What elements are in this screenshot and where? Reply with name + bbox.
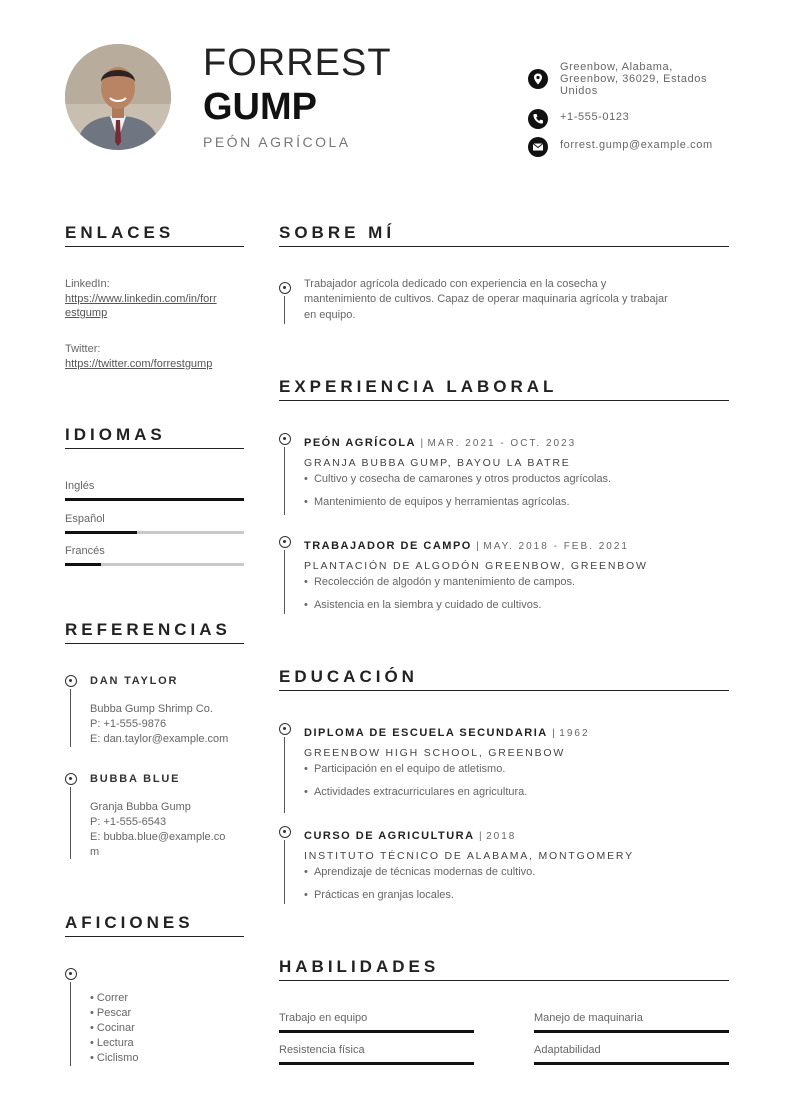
last-name: GUMP <box>203 86 317 128</box>
job-heading <box>304 433 576 451</box>
timeline-dot <box>65 773 77 785</box>
reference-phone: P: +1-555-9876 <box>90 718 167 730</box>
skills-divider <box>279 980 729 981</box>
timeline-dot <box>65 968 77 980</box>
address-line-1: Greenbow, Alabama, <box>560 61 673 73</box>
job-bullet: • Mantenimiento de equipos y herramientas agrícolas. <box>304 496 570 508</box>
reference-email: E: dan.taylor@example.com <box>90 733 229 745</box>
education-bullet: • Actividades extracurriculares en agricultura. <box>304 786 528 798</box>
address-line-3: Unidos <box>560 85 598 97</box>
references-heading: REFERENCIAS <box>65 620 231 639</box>
job-title: TRABAJADOR DE CAMPO <box>304 540 472 552</box>
degree-title: CURSO DE AGRICULTURA <box>304 830 475 842</box>
reference-name: BUBBA BLUE <box>90 773 181 785</box>
timeline-dot <box>279 433 291 445</box>
timeline-line <box>284 737 285 813</box>
timeline-line <box>70 982 71 1066</box>
job-company: GRANJA BUBBA GUMP, BAYOU LA BATRE <box>304 457 571 469</box>
job-date: MAY. 2018 - FEB. 2021 <box>483 541 629 552</box>
education-heading-row <box>304 826 516 844</box>
first-name: FORREST <box>203 42 392 84</box>
about-text-line: mantenimiento de cultivos. Capaz de operar maquinaria agrícola y trabajar <box>304 293 668 305</box>
education-bullet: • Aprendizaje de técnicas modernas de cultivo. <box>304 866 536 878</box>
degree-title: DIPLOMA DE ESCUELA SECUNDARIA <box>304 727 548 739</box>
language-name: Inglés <box>65 480 95 492</box>
hobby-item: • Ciclismo <box>90 1052 139 1064</box>
timeline-line <box>284 550 285 614</box>
email-icon <box>528 137 548 157</box>
skill-level-bar <box>534 1062 729 1065</box>
links-divider <box>65 246 244 247</box>
reference-email: E: bubba.blue@example.co <box>90 831 226 843</box>
job-role: PEÓN AGRÍCOLA <box>203 134 351 150</box>
skill-name: Manejo de maquinaria <box>534 1012 643 1024</box>
skill-name: Trabajo en equipo <box>279 1012 368 1024</box>
hobbies-divider <box>65 936 244 937</box>
degree-date: 1962 <box>559 728 590 739</box>
about-divider <box>279 246 729 247</box>
school-name: GREENBOW HIGH SCHOOL, GREENBOW <box>304 747 566 759</box>
timeline-line <box>284 447 285 515</box>
linkedin-link-cont[interactable]: estgump <box>65 307 108 319</box>
languages-heading: IDIOMAS <box>65 425 166 444</box>
timeline-line <box>70 787 71 859</box>
language-name: Francés <box>65 545 105 557</box>
education-bullet: • Prácticas en granjas locales. <box>304 889 454 901</box>
skill-level-bar <box>279 1030 474 1033</box>
degree-separator: | <box>479 831 482 842</box>
hobby-item: • Correr <box>90 992 129 1004</box>
job-separator: | <box>476 541 479 552</box>
hobby-item: • Pescar <box>90 1007 132 1019</box>
email-address: forrest.gump@example.com <box>560 139 713 151</box>
reference-email-cont: m <box>90 846 100 858</box>
timeline-dot <box>279 282 291 294</box>
timeline-line <box>284 840 285 904</box>
degree-separator: | <box>552 728 555 739</box>
about-text-line: en equipo. <box>304 309 356 321</box>
skill-name: Adaptabilidad <box>534 1044 601 1056</box>
timeline-dot <box>279 826 291 838</box>
skill-name: Resistencia física <box>279 1044 365 1056</box>
hobby-item: • Cocinar <box>90 1022 135 1034</box>
timeline-dot <box>279 536 291 548</box>
twitter-label: Twitter: <box>65 343 101 355</box>
reference-phone: P: +1-555-6543 <box>90 816 167 828</box>
reference-company: Bubba Gump Shrimp Co. <box>90 703 213 715</box>
skill-level-bar <box>279 1062 474 1065</box>
hobbies-heading: AFICIONES <box>65 913 194 932</box>
reference-company: Granja Bubba Gump <box>90 801 191 813</box>
experience-heading: EXPERIENCIA LABORAL <box>279 377 558 396</box>
job-company: PLANTACIÓN DE ALGODÓN GREENBOW, GREENBOW <box>304 560 648 572</box>
education-divider <box>279 690 729 691</box>
references-divider <box>65 643 244 644</box>
links-heading: ENLACES <box>65 223 175 242</box>
hobby-item: • Lectura <box>90 1037 134 1049</box>
twitter-link[interactable]: https://twitter.com/forrestgump <box>65 358 213 370</box>
timeline-line <box>284 296 285 324</box>
linkedin-label: LinkedIn: <box>65 278 110 290</box>
linkedin-link[interactable]: https://www.linkedin.com/in/forr <box>65 293 217 305</box>
job-date: MAR. 2021 - OCT. 2023 <box>427 438 577 449</box>
timeline-line <box>70 689 71 747</box>
job-bullet: • Asistencia en la siembra y cuidado de cultivos. <box>304 599 542 611</box>
degree-date: 2018 <box>486 831 517 842</box>
school-name: INSTITUTO TÉCNICO DE ALABAMA, MONTGOMERY <box>304 850 634 862</box>
languages-divider <box>65 448 244 449</box>
skills-heading: HABILIDADES <box>279 957 440 976</box>
address-line-2: Greenbow, 36029, Estados <box>560 73 708 85</box>
about-text-line: Trabajador agrícola dedicado con experiencia en la cosecha y <box>304 278 607 290</box>
phone-number: +1-555-0123 <box>560 111 630 123</box>
language-level-fill <box>65 531 137 534</box>
profile-photo <box>65 44 171 150</box>
location-icon <box>528 69 548 89</box>
phone-icon <box>528 109 548 129</box>
job-bullet: • Cultivo y cosecha de camarones y otros productos agrícolas. <box>304 473 612 485</box>
education-heading-row <box>304 723 590 741</box>
language-name: Español <box>65 513 105 525</box>
language-level-fill <box>65 498 244 501</box>
timeline-dot <box>279 723 291 735</box>
timeline-dot <box>65 675 77 687</box>
reference-name: DAN TAYLOR <box>90 675 179 687</box>
job-separator: | <box>420 438 424 449</box>
job-heading <box>304 536 629 554</box>
education-heading: EDUCACIÓN <box>279 667 418 686</box>
experience-divider <box>279 400 729 401</box>
about-heading: SOBRE MÍ <box>279 223 396 242</box>
language-level-fill <box>65 563 101 566</box>
skill-level-bar <box>534 1030 729 1033</box>
job-bullet: • Recolección de algodón y mantenimiento de campos. <box>304 576 576 588</box>
education-bullet: • Participación en el equipo de atletismo. <box>304 763 506 775</box>
job-title: PEÓN AGRÍCOLA <box>304 437 416 449</box>
